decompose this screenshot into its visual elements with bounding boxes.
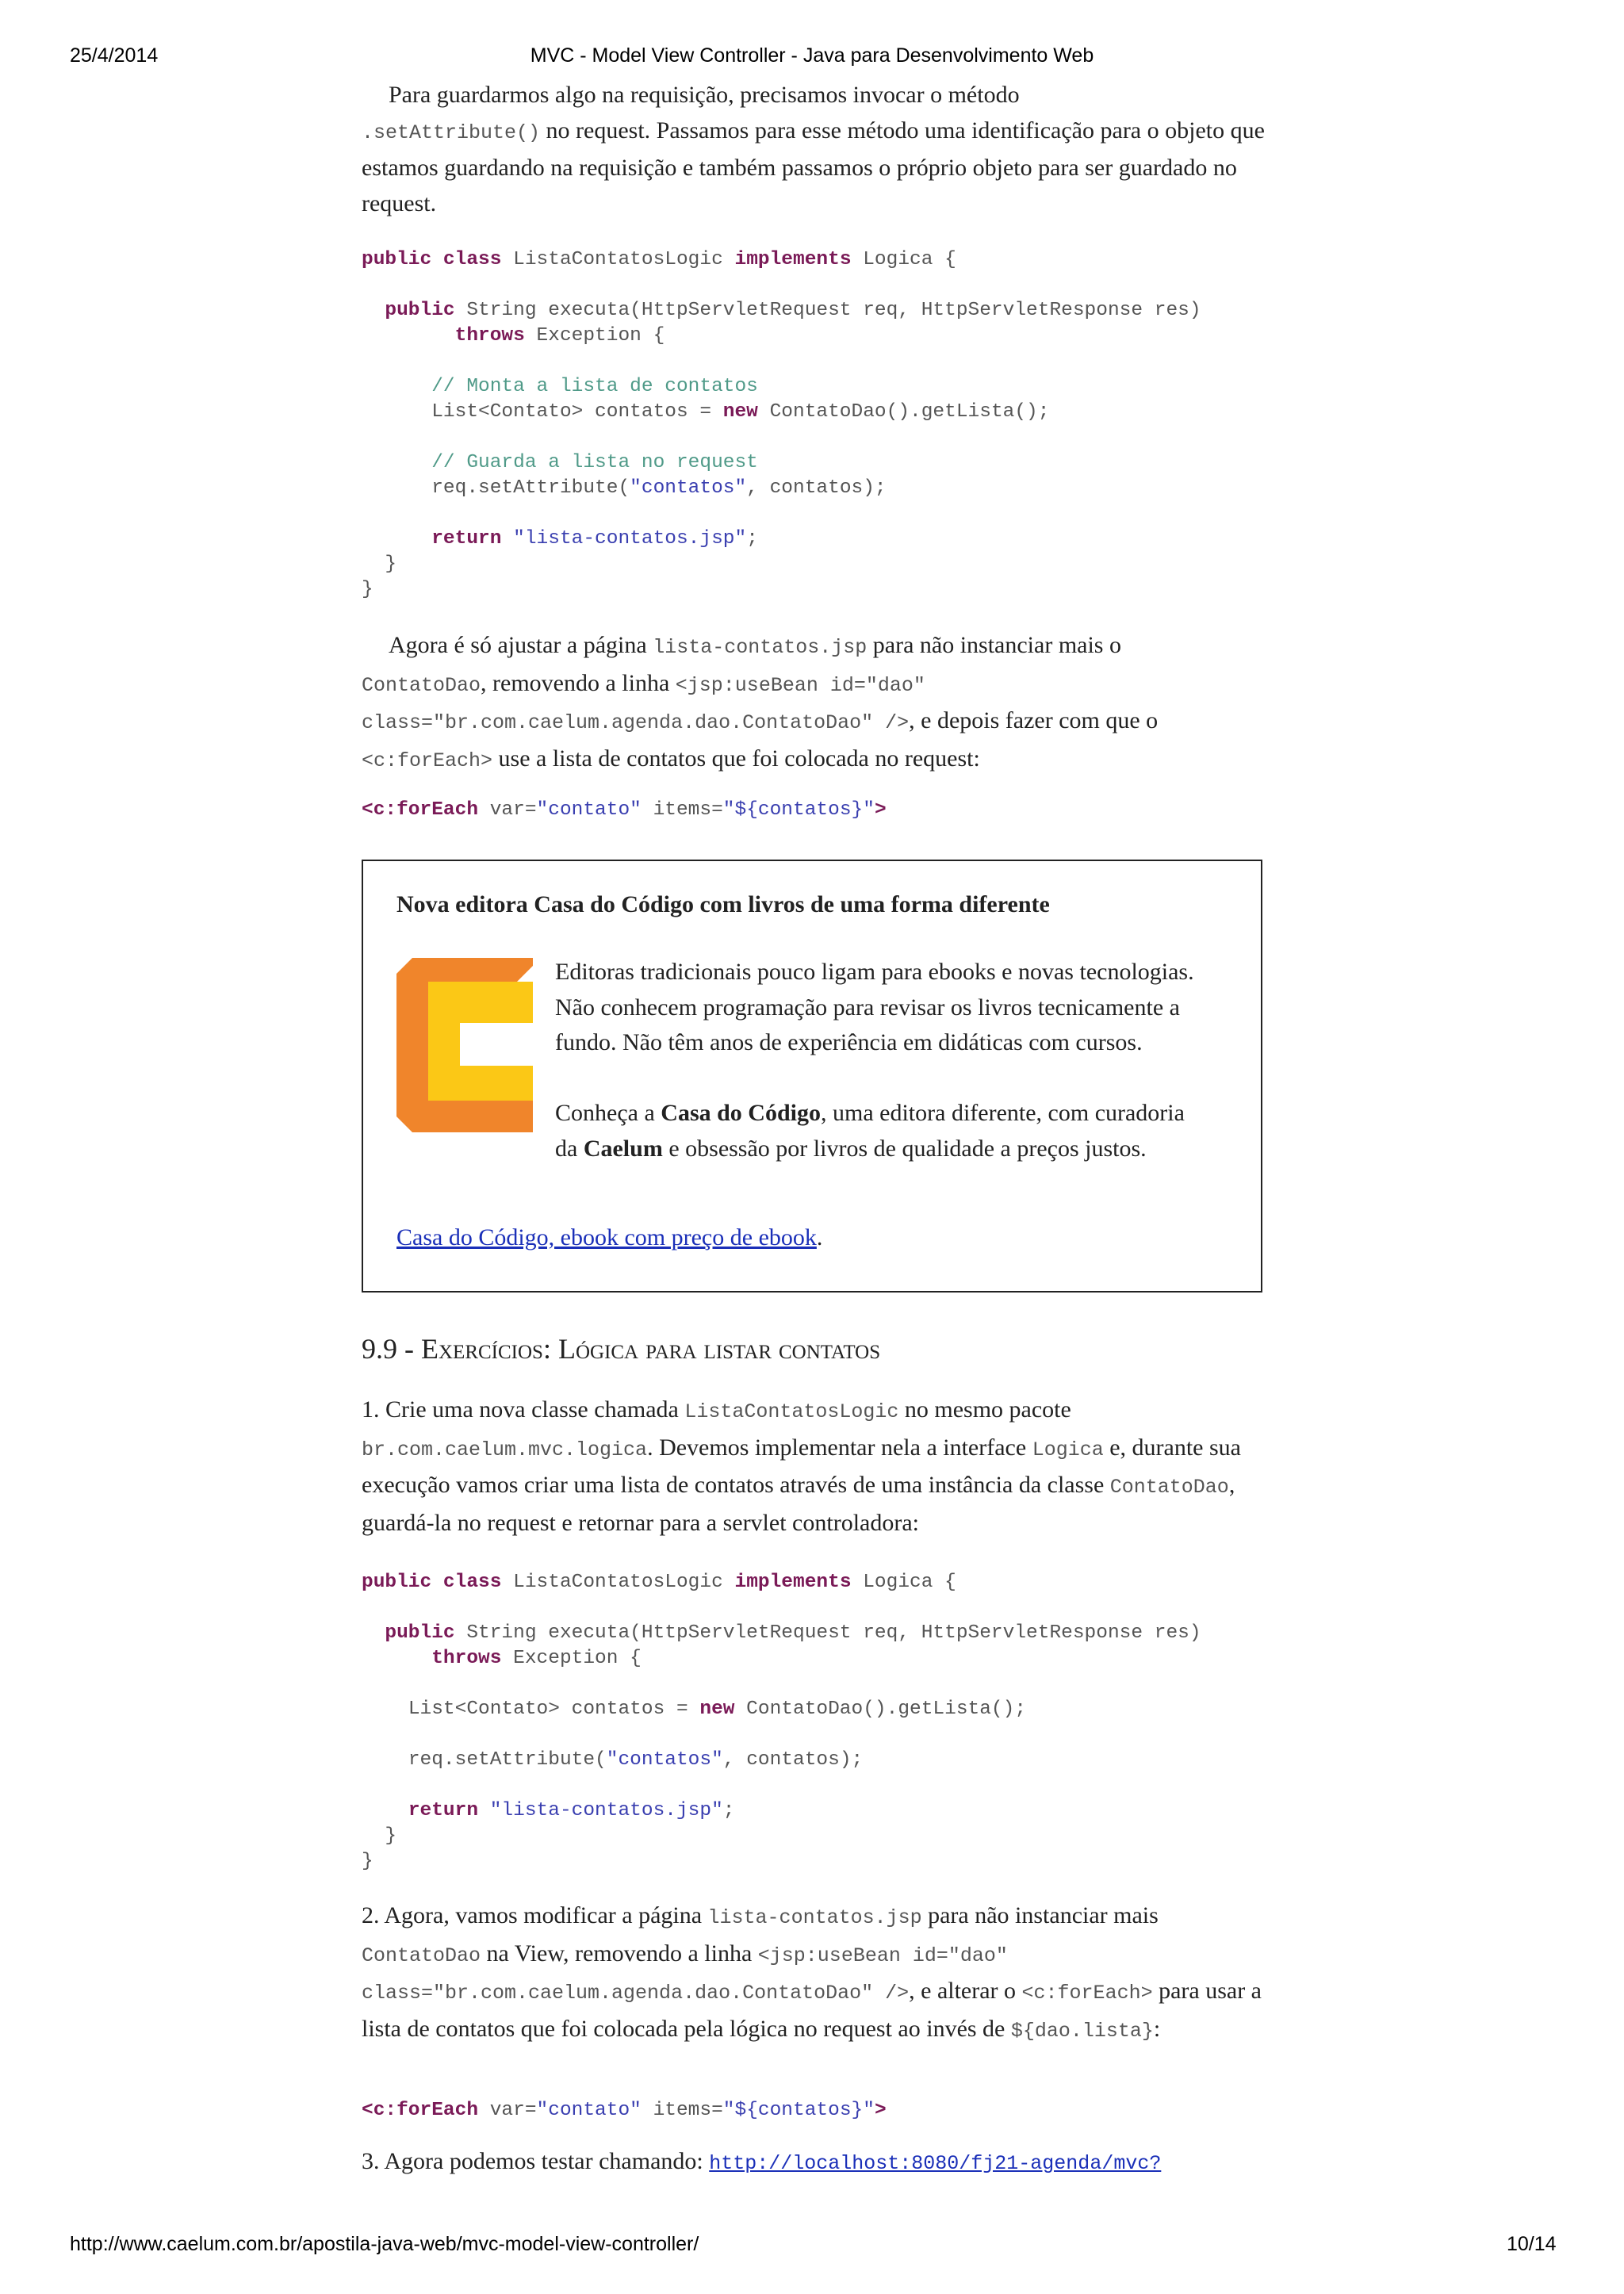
exercise-2: 2. Agora, vamos modificar a página lista-contatos.jsp para não instanciar mais ContatoDao na View, removendo a linha <jsp:useBean id="dao" class="br.com.caelum.agenda.dao.ContatoDao" />, e alterar o <c:forEach> para usar a lista de contatos que foi colocada pela lógica no request ao invés de ${dao.lista}: [362,1902,1262,2043]
page-number: 10/14 [1507,2233,1557,2255]
print-title: MVC - Model View Controller - Java para Desenvolvimento Web [530,44,1094,67]
print-url: http://www.caelum.com.br/apostila-java-web/mvc-model-view-controller/ [70,2233,699,2255]
promo-box: Nova editora Casa do Código com livros de uma forma diferente Editoras tradicionais pouco ligam para ebooks e novas tecnologias. Não conhecem programação para revisar os livros tecnicamente a fundo. Não têm anos de experiência em didáticas com cursos. Conheça a Casa do Código, uma editora diferente, com curadoria da Caelum e obsessão por livros de qualidade a preços justos. Casa do Código, ebook com preço de ebook. [362,860,1262,1293]
intro-paragraph: Para guardarmos algo na requisição, precisamos invocar o método .setAttribute() no request. Passamos para esse método uma identificação para o objeto que estamos guardando na requisição e também passamos o próprio objeto para ser guardado no request. [362,82,1265,216]
adjust-page-paragraph: Agora é só ajustar a página lista-contatos.jsp para não instanciar mais o ContatoDao, removendo a linha <jsp:useBean id="dao" class="br.com.caelum.agenda.dao.ContatoDao" />, e depois fazer com que o <c:forEach> use a lista de contatos que foi colocada no request: [362,632,1159,772]
promo-text: Editoras tradicionais pouco ligam para ebooks e novas tecnologias. Não conhecem programação para revisar os livros tecnicamente a fundo. Não têm anos de experiência em didáticas com cursos. Conheça a Casa do Código, uma editora diferente, com curadoria da Caelum e obsessão por livros de qualidade a preços justos. [396,955,1205,1166]
exercise-3: 3. Agora podemos testar chamando: http://localhost:8080/fj21-agenda/mvc? [362,2148,1162,2175]
promo-title: Nova editora Casa do Código com livros de uma forma diferente [396,891,1050,917]
section-heading: 9.9 - Exercícios: Lógica para listar contatos [362,1333,881,1365]
casa-do-codigo-logo-icon [396,958,533,1132]
test-url-link[interactable]: http://localhost:8080/fj21-agenda/mvc? [709,2152,1162,2175]
foreach-snippet-1: <c:forEach var="contato" items="${contatos}"> [362,799,887,821]
code-block-2: public class ListaContatosLogic implements Logica { public String executa(HttpServletRequest req, HttpServletResponse res) throws Exception { List<Contato> contatos = new ContatoDao().getLista(); req.setAttribute("contatos", contatos); return "lista-contatos.jsp"; } } [362,1572,1201,1872]
promo-link[interactable]: Casa do Código, ebook com preço de ebook [396,1224,817,1250]
exercise-1: 1. Crie uma nova classe chamada ListaContatosLogic no mesmo pacote br.com.caelum.mvc.logica. Devemos implementar nela a interface Logica e, durante sua execução vamos criar uma lista de contatos através de uma instância da classe ContatoDao, guardá-la no request e retornar para a servlet controladora: [362,1396,1241,1536]
foreach-snippet-2: <c:forEach var="contato" items="${contatos}"> [362,2100,887,2121]
print-date: 25/4/2014 [70,44,159,67]
code-block-1: public class ListaContatosLogic implements Logica { public String executa(HttpServletRequest req, HttpServletResponse res) throws Exception { // Monta a lista de contatos List<Contato> contatos = new ContatoDao().getLista(); // Guarda a lista no request req.setAttribute("contatos", contatos); return "lista-contatos.jsp"; } } [362,249,1201,600]
promo-paragraph-1: Editoras tradicionais pouco ligam para ebooks e novas tecnologias. Não conhecem programação para revisar os livros tecnicamente a fundo. Não têm anos de experiência em didáticas com cursos. [555,959,1194,1055]
